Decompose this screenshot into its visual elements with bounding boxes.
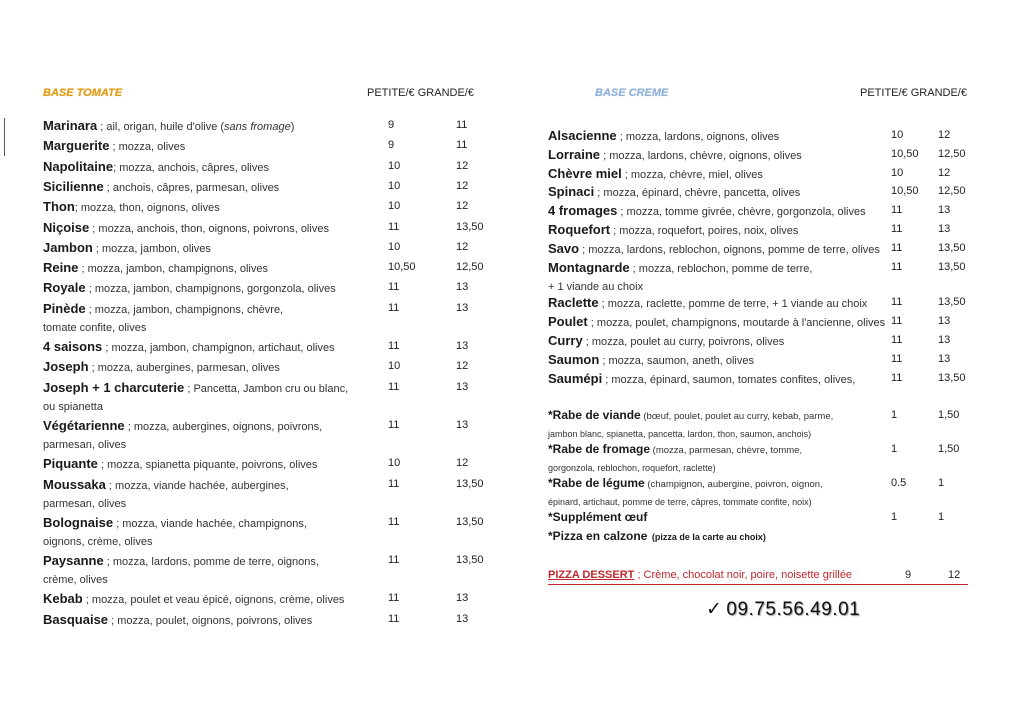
menu-item xyxy=(43,197,523,218)
item-name: Saumépi xyxy=(548,370,603,386)
menu-item xyxy=(43,475,523,513)
item-description: (champignon, aubergine, poivron, oignon, xyxy=(644,479,823,490)
item-description: mozza, saumon, aneth, olives xyxy=(608,354,754,367)
base-creme-header xyxy=(548,86,988,106)
item-separator: ; xyxy=(105,479,116,492)
item-separator: ; xyxy=(82,594,92,607)
item-name: *Supplément œuf xyxy=(548,510,648,524)
price-petite: 11 xyxy=(891,260,903,273)
price-grande: 12 xyxy=(938,166,951,179)
price-petite: 11 xyxy=(891,241,903,254)
price-grande: 12,50 xyxy=(456,261,484,274)
item-description-continued: épinard, artichaut, pomme de terre, câpres, tommate confite, noix) xyxy=(548,497,812,507)
item-name: Joseph + 1 charcuterie xyxy=(43,379,185,395)
base-tomate-header xyxy=(43,86,523,106)
item-description-continued: crème, olives xyxy=(43,574,108,587)
item-name: Kebab xyxy=(43,591,83,607)
menu-item xyxy=(43,136,523,157)
item-description: mozza, viande hachée, aubergines, xyxy=(115,479,289,492)
item-description: mozza, anchois, câpres, olives xyxy=(119,161,269,174)
price-grande: 12 xyxy=(456,179,469,192)
item-name: Moussaka xyxy=(43,476,106,492)
item-description: mozza, reblochon, pomme de terre, xyxy=(638,262,813,275)
calzone-row xyxy=(548,527,766,546)
dessert-price-petite: 9 xyxy=(905,569,912,581)
price-grande: 13 xyxy=(456,281,469,294)
item-name: Royale xyxy=(43,280,86,296)
calzone-label: *Pizza en calzone xyxy=(548,529,648,543)
item-description: mozza, aubergines, parmesan, olives xyxy=(97,362,280,375)
phone-digits: 09.75.56.49.01 xyxy=(726,599,861,620)
price-grande: 13,50 xyxy=(456,477,484,490)
item-name: Paysanne xyxy=(43,553,104,569)
menu-item xyxy=(43,513,523,551)
item-description: mozza, épinard, saumon, tomates confites, olives, xyxy=(611,373,856,386)
item-separator: ; xyxy=(97,459,108,472)
price-grande: 13 xyxy=(456,380,469,393)
item-description-continued: tomate confite, olives xyxy=(43,321,147,334)
menu-item xyxy=(43,357,523,378)
menu-item xyxy=(43,416,523,454)
item-separator: ; xyxy=(108,614,118,627)
item-description: mozza, jambon, champignons, gorgonzola, olives xyxy=(94,283,336,296)
item-name: Lorraine xyxy=(548,146,601,162)
dessert-price-grande: 12 xyxy=(948,569,961,581)
menu-item xyxy=(43,337,523,358)
price-grande: 13 xyxy=(938,352,951,365)
item-name: Jambon xyxy=(43,239,93,255)
item-separator: ; xyxy=(629,262,639,275)
price-grande: 13 xyxy=(938,334,951,346)
price-petite: 11 xyxy=(891,371,903,384)
price-petite: 10,50 xyxy=(388,261,416,274)
item-description-continued: oignons, crème, olives xyxy=(43,535,153,548)
price-grande: 13,50 xyxy=(938,260,966,273)
item-description-end: ) xyxy=(290,121,295,133)
menu-item xyxy=(43,258,523,279)
item-description: (bœuf, poulet, poulet au curry, kebab, parme, xyxy=(640,411,834,422)
menu-item xyxy=(43,378,523,416)
item-name: Bolognaise xyxy=(43,514,114,530)
item-separator: ; xyxy=(582,336,592,348)
price-grande: 1,50 xyxy=(938,409,960,421)
item-name: Roquefort xyxy=(548,222,611,237)
menu-item xyxy=(548,474,988,511)
item-name: Végétarienne xyxy=(43,417,125,433)
item-description: mozza, spianetta piquante, poivrons, olives xyxy=(107,459,318,472)
price-petite: 0.5 xyxy=(891,477,907,489)
price-grande: 13 xyxy=(456,340,469,352)
item-separator: ; xyxy=(621,168,631,181)
price-grande: 13 xyxy=(938,223,951,235)
price-grande: 1,50 xyxy=(938,443,960,455)
item-description: mozza, poulet, oignons, poivrons, olives xyxy=(117,614,313,627)
item-separator: ; xyxy=(184,382,194,395)
size-headings: PETITE/€ GRANDE/€ xyxy=(367,87,474,99)
item-separator: ; xyxy=(88,362,98,375)
price-petite: 10 xyxy=(891,129,904,141)
price-petite: 9 xyxy=(388,139,395,152)
price-petite: 1 xyxy=(891,443,898,455)
item-description: Pancetta, Jambon cru ou blanc, xyxy=(193,382,349,395)
item-description: mozza, roquefort, poires, noix, olives xyxy=(619,225,799,237)
item-description: mozza, lardons, chèvre, oignons, olives xyxy=(609,149,802,162)
price-petite: 11 xyxy=(388,220,400,233)
item-separator: ; xyxy=(74,202,81,215)
item-description: mozza, jambon, champignons, olives xyxy=(87,263,268,276)
price-grande: 12 xyxy=(938,129,951,141)
item-separator: ; xyxy=(103,556,113,569)
base-tomate-section xyxy=(43,86,523,627)
price-petite: 11 xyxy=(388,592,400,605)
menu-item xyxy=(43,299,523,337)
item-description-continued: ou spianetta xyxy=(43,400,103,413)
price-grande: 13,50 xyxy=(456,554,484,567)
item-name: Basquaise xyxy=(43,611,109,627)
menu-item xyxy=(43,551,523,589)
item-separator: ; xyxy=(616,131,626,143)
size-headings: PETITE/€ GRANDE/€ xyxy=(860,87,967,99)
price-petite: 11 xyxy=(388,418,400,431)
price-petite: 10,50 xyxy=(891,147,919,160)
base-tomate-title: BASE TOMATE xyxy=(43,87,123,99)
item-name: *Rabe de viande xyxy=(548,408,641,422)
item-description: mozza, chèvre, miel, olives xyxy=(630,168,763,181)
item-description: mozza, tomme givrée, chèvre, gorgonzola, olives xyxy=(626,206,866,219)
item-description: mozza, jambon, champignon, artichaut, olives xyxy=(111,342,335,354)
menu-item xyxy=(548,406,988,443)
item-name: Poulet xyxy=(548,314,588,330)
price-grande: 12 xyxy=(456,457,469,470)
item-separator: ; xyxy=(610,225,620,237)
item-separator: ; xyxy=(599,354,609,367)
base-creme-title: BASE CREME xyxy=(595,87,669,99)
price-petite: 11 xyxy=(388,301,400,314)
menu-item xyxy=(43,610,523,631)
item-separator: ; xyxy=(587,317,597,330)
item-separator: ; xyxy=(617,206,627,219)
item-separator: ; xyxy=(124,420,134,433)
item-separator: ; xyxy=(600,149,610,162)
price-grande: 11 xyxy=(456,139,468,152)
item-description-continued: + 1 viande au choix xyxy=(548,280,644,293)
item-name: Pinède xyxy=(43,300,86,316)
menu-item xyxy=(548,258,988,296)
item-description: mozza, viande hachée, champignons, xyxy=(122,517,307,530)
item-description: mozza, jambon, champignons, chèvre, xyxy=(94,303,284,316)
item-description-continued: parmesan, olives xyxy=(43,438,127,451)
price-petite: 10 xyxy=(891,166,904,179)
price-petite: 10,50 xyxy=(891,185,919,198)
price-petite: 10 xyxy=(388,179,401,192)
item-description: mozza, lardons, reblochon, oignons, pomme de terre, olives xyxy=(588,243,880,256)
item-name: Joseph xyxy=(43,359,89,375)
item-separator: ; xyxy=(579,243,589,256)
item-name: Savo xyxy=(548,240,580,256)
item-name: Chèvre miel xyxy=(548,165,622,181)
menu-item xyxy=(43,278,523,299)
price-grande: 13 xyxy=(938,204,951,217)
price-grande: 13 xyxy=(456,301,469,314)
dessert-name: PIZZA DESSERT xyxy=(548,569,635,581)
item-separator: ; xyxy=(594,187,604,200)
price-petite: 11 xyxy=(891,223,903,235)
item-name: Napolitaine xyxy=(43,158,114,174)
item-separator: ; xyxy=(92,242,103,255)
price-petite: 11 xyxy=(891,315,903,328)
item-name: Alsacienne xyxy=(548,128,617,143)
item-name: Reine xyxy=(43,260,79,276)
price-grande: 13 xyxy=(456,418,469,431)
item-name: Raclette xyxy=(548,295,599,311)
price-petite: 10 xyxy=(388,457,401,470)
dessert-desc: ; Crème, chocolat noir, poire, noisette grillée xyxy=(634,569,853,581)
item-description: (mozza, parmesan, chèvre, tomme, xyxy=(650,445,803,456)
item-description: mozza, poulet, champignons, moutarde à l'ancienne, olives xyxy=(596,317,886,330)
item-separator: ; xyxy=(103,181,113,194)
price-petite: 11 xyxy=(388,515,400,528)
price-petite: 1 xyxy=(891,409,898,421)
price-grande: 12,50 xyxy=(938,147,966,160)
price-grande: 12 xyxy=(456,200,469,213)
item-description: mozza, olives xyxy=(118,141,186,154)
price-grande: 13,50 xyxy=(456,220,484,233)
item-description: mozza, anchois, thon, oignons, poivrons, olives xyxy=(98,222,329,235)
item-name: Marinara xyxy=(43,118,98,133)
item-separator: ; xyxy=(89,222,99,235)
menu-item xyxy=(43,589,523,610)
price-petite: 10 xyxy=(388,200,401,213)
item-description: mozza, thon, oignons, olives xyxy=(80,202,220,215)
item-name: Piquante xyxy=(43,456,98,472)
price-grande: 13,50 xyxy=(938,296,966,309)
item-description: anchois, câpres, parmesan, olives xyxy=(112,181,280,194)
item-separator: ; xyxy=(78,263,88,276)
menu-item xyxy=(43,454,523,475)
price-petite: 9 xyxy=(388,119,395,131)
menu-item xyxy=(43,157,523,178)
item-separator: ; xyxy=(113,517,123,530)
price-petite: 11 xyxy=(891,204,903,217)
item-separator: ; xyxy=(598,298,608,311)
item-name: Thon xyxy=(43,199,75,215)
item-separator: ; xyxy=(109,141,119,154)
price-grande: 11 xyxy=(456,119,468,131)
item-description: mozza, épinard, chèvre, pancetta, olives xyxy=(603,187,801,200)
item-name: 4 fromages xyxy=(548,203,618,219)
price-petite: 11 xyxy=(388,477,400,490)
item-separator: ; xyxy=(602,373,612,386)
item-separator: ; xyxy=(113,161,120,174)
calzone-note: (pizza de la carte au choix) xyxy=(651,532,766,542)
price-grande: 13 xyxy=(456,592,469,605)
price-grande: 13,50 xyxy=(456,515,484,528)
price-grande: 12 xyxy=(456,159,469,172)
price-petite: 11 xyxy=(388,612,400,625)
price-grande: 13 xyxy=(938,315,951,328)
price-petite: 10 xyxy=(388,159,401,172)
item-description: mozza, lardons, oignons, olives xyxy=(625,131,780,143)
price-grande: 1 xyxy=(938,477,945,489)
item-name: Marguerite xyxy=(43,138,110,154)
item-name: Saumon xyxy=(548,351,600,367)
price-petite: 1 xyxy=(891,511,898,523)
item-separator: ; xyxy=(85,283,95,296)
item-name: *Rabe de fromage xyxy=(548,442,651,456)
item-name: Spinaci xyxy=(548,184,595,200)
item-separator: ; xyxy=(85,303,95,316)
item-description: mozza, aubergines, oignons, poivrons, xyxy=(133,420,323,433)
item-description-italic: sans fromage xyxy=(224,121,291,133)
price-grande: 1 xyxy=(938,511,945,523)
price-grande: 13,50 xyxy=(938,371,966,384)
menu-item xyxy=(548,508,988,528)
item-separator: ; xyxy=(97,121,107,133)
price-grande: 12 xyxy=(456,360,469,373)
item-name: Curry xyxy=(548,333,583,348)
menu-item xyxy=(43,218,523,239)
item-description: ail, origan, huile d'olive ( xyxy=(106,121,225,133)
item-description: mozza, raclette, pomme de terre, + 1 viande au choix xyxy=(607,298,868,311)
item-name: 4 saisons xyxy=(43,339,103,354)
item-description: mozza, lardons, pomme de terre, oignons, xyxy=(112,556,319,569)
price-grande: 12,50 xyxy=(938,185,966,198)
price-petite: 11 xyxy=(388,281,400,294)
base-creme-section xyxy=(548,86,988,620)
price-petite: 10 xyxy=(388,360,401,373)
item-name: *Rabe de légume xyxy=(548,476,645,490)
item-description-continued: parmesan, olives xyxy=(43,497,127,510)
price-petite: 11 xyxy=(891,352,903,365)
price-petite: 11 xyxy=(388,340,400,352)
item-name: Niçoise xyxy=(43,219,90,235)
item-name: Montagnarde xyxy=(548,259,630,275)
item-separator: ; xyxy=(102,342,112,354)
price-grande: 13,50 xyxy=(938,241,966,254)
price-petite: 11 xyxy=(388,380,400,393)
item-description: mozza, poulet et veau épicé, oignons, crème, olives xyxy=(91,594,345,607)
cut-mark xyxy=(4,118,5,156)
menu-item xyxy=(548,440,988,477)
dessert-row xyxy=(548,567,968,585)
item-description: mozza, jambon, olives xyxy=(102,242,211,255)
check-icon: ✓ xyxy=(706,598,723,620)
item-description: mozza, poulet au curry, poivrons, olives xyxy=(591,336,785,348)
item-description-continued: gorgonzola, reblochon, roquefort, raclette) xyxy=(548,463,716,473)
menu-item xyxy=(43,238,523,259)
price-grande: 13 xyxy=(456,612,469,625)
item-description-continued: jambon blanc, spianetta, pancetta, lardon, thon, saumon, anchois) xyxy=(548,429,812,439)
phone-number xyxy=(706,598,860,621)
price-grande: 12 xyxy=(456,240,469,253)
menu-item xyxy=(43,177,523,198)
price-petite: 11 xyxy=(388,554,400,567)
item-name: Sicilienne xyxy=(43,178,104,194)
price-petite: 11 xyxy=(891,296,903,309)
menu-item xyxy=(43,116,523,137)
menu-item xyxy=(548,369,988,390)
price-petite: 11 xyxy=(891,334,903,346)
price-petite: 10 xyxy=(388,240,401,253)
